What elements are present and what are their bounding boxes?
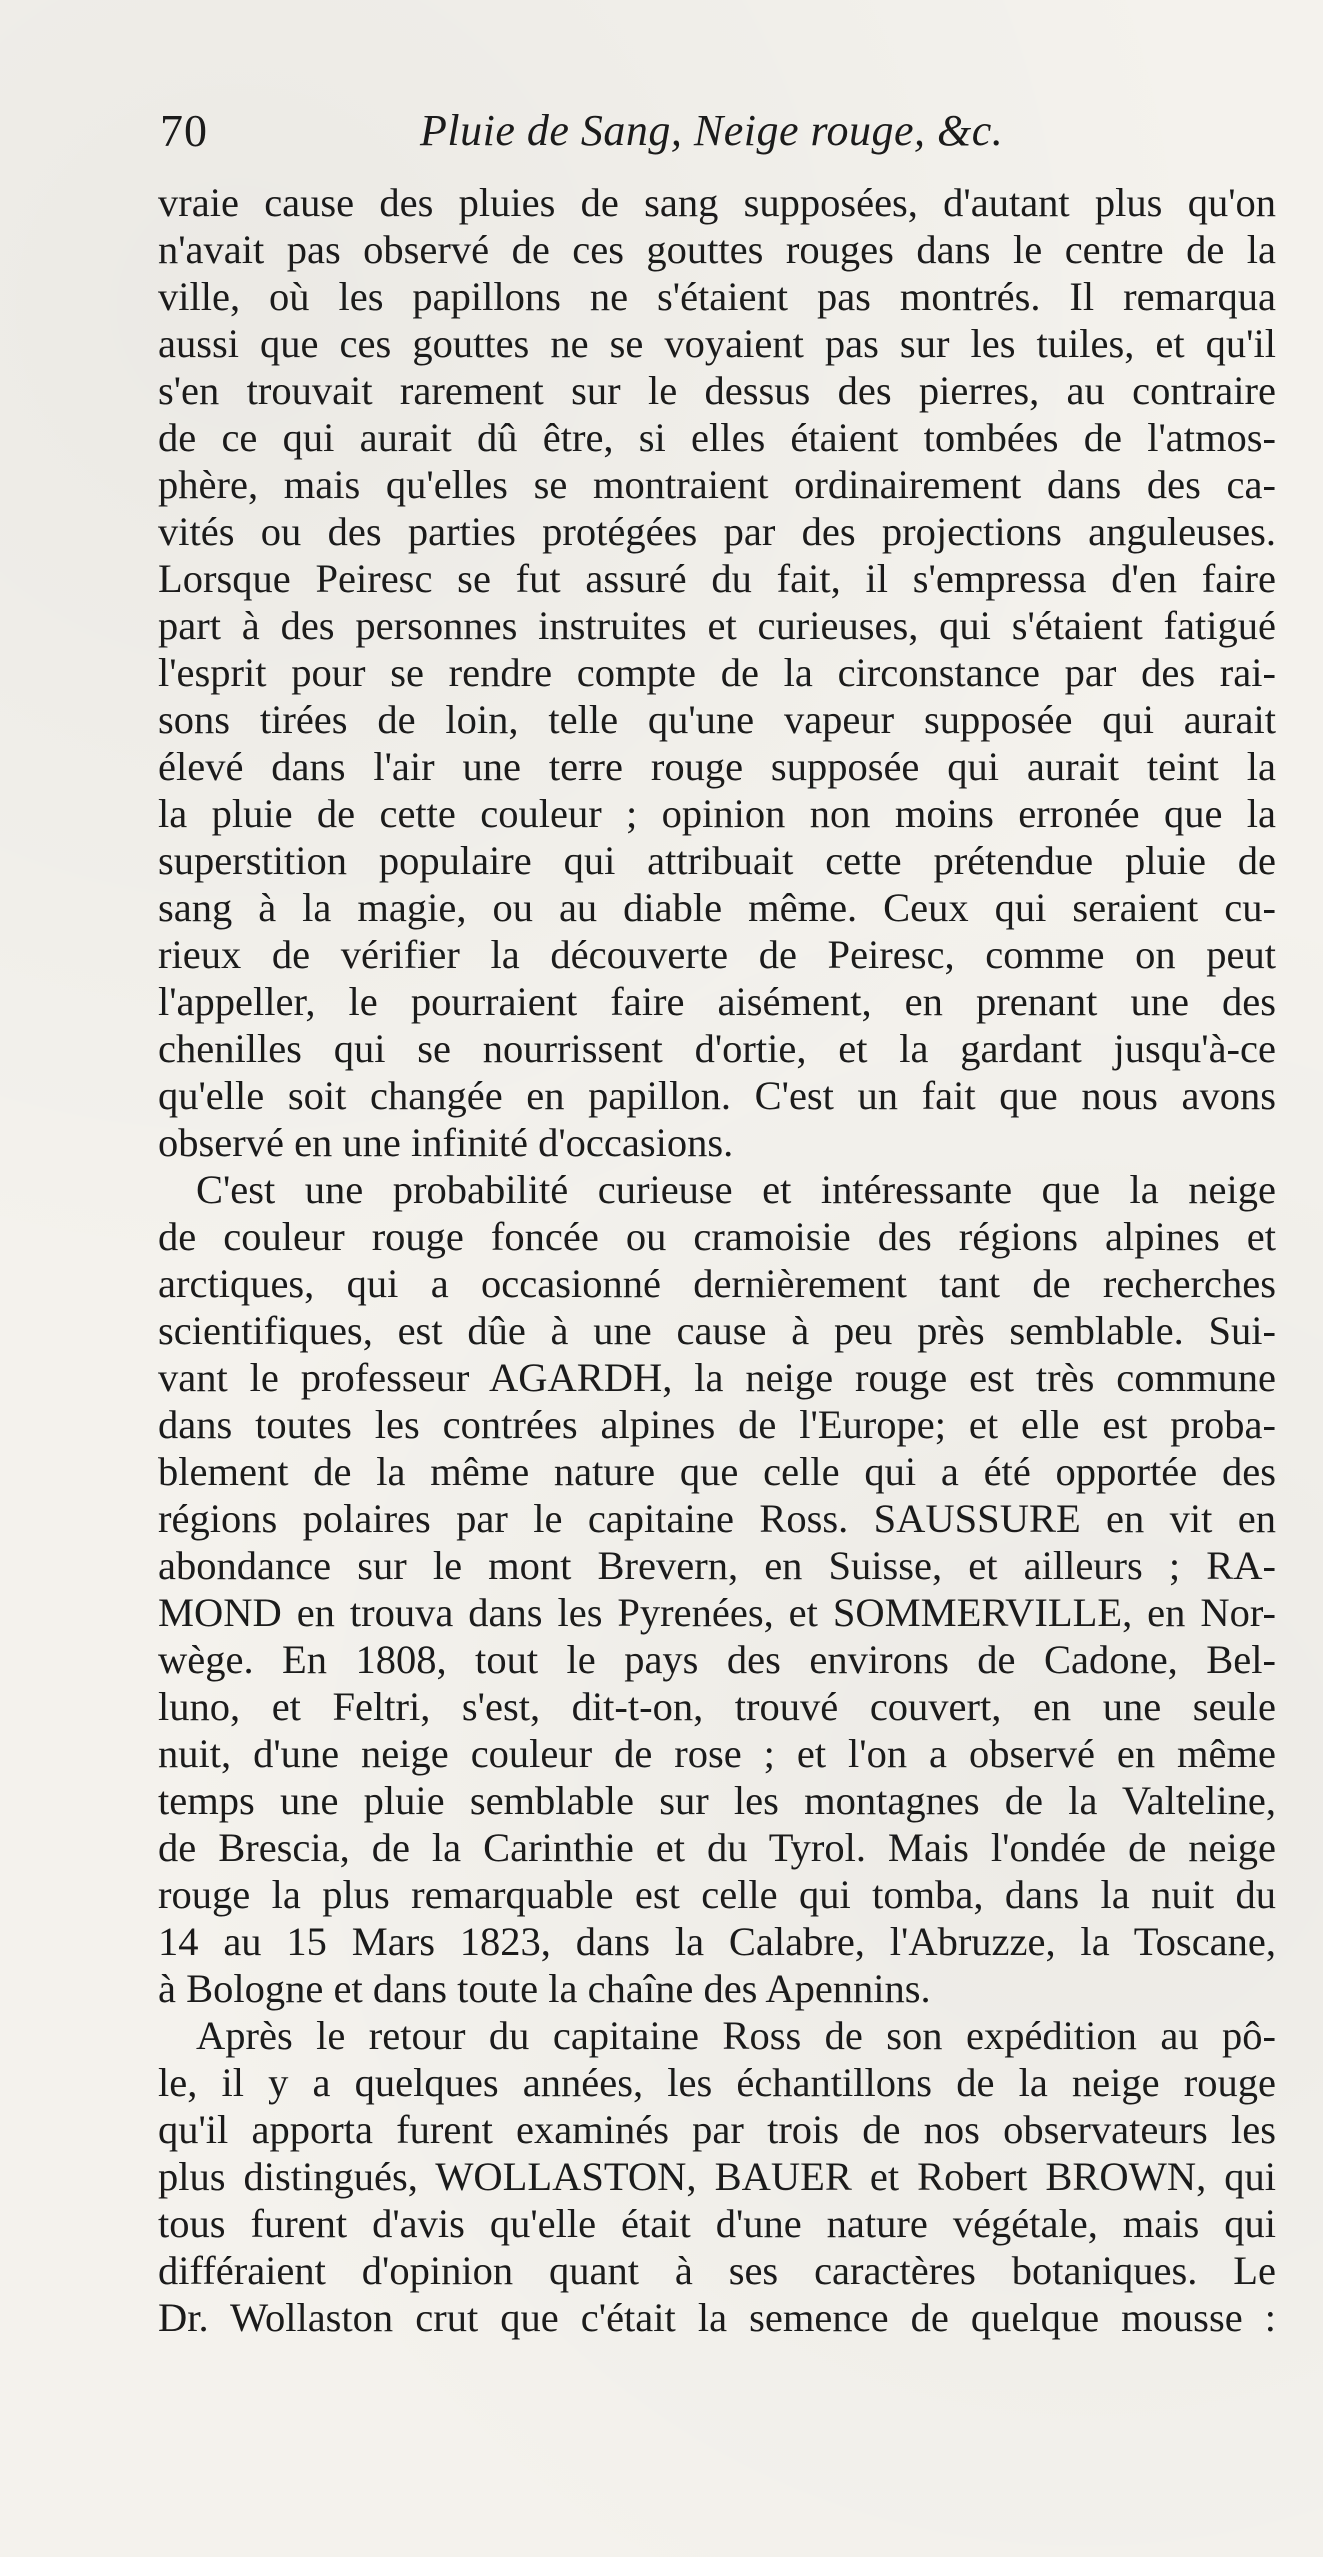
text-line: la pluie de cette couleur ; opinion non moins erronée que la (158, 791, 1276, 836)
text-line: abondance sur le mont Brevern, en Suisse, et ailleurs ; RA- (158, 1543, 1276, 1588)
text-line: n'avait pas observé de ces gouttes rouges dans le centre de la (158, 227, 1276, 272)
text-line: l'appeller, le pourraient faire aisément, en prenant une des (158, 979, 1276, 1024)
page-header (160, 96, 1280, 166)
text-line: temps une pluie semblable sur les montagnes de la Valteline, (158, 1778, 1276, 1823)
text-line: part à des personnes instruites et curieuses, qui s'étaient fatigué (158, 603, 1276, 648)
text-line: à Bologne et dans toute la chaîne des Apennins. (158, 1966, 931, 2011)
text-line: wège. En 1808, tout le pays des environs de Cadone, Bel- (158, 1637, 1276, 1682)
text-line: rouge la plus remarquable est celle qui tomba, dans la nuit du (158, 1872, 1276, 1917)
text-line: 14 au 15 Mars 1823, dans la Calabre, l'Abruzze, la Toscane, (158, 1919, 1276, 1964)
text-line: luno, et Feltri, s'est, dit-t-on, trouvé couvert, en une seule (158, 1684, 1276, 1729)
page-number: 70 (160, 105, 208, 156)
text-line: de Brescia, de la Carinthie et du Tyrol. Mais l'ondée de neige (158, 1825, 1276, 1870)
text-line: Lorsque Peiresc se fut assuré du fait, il s'empressa d'en faire (158, 556, 1276, 601)
text-line: le, il y a quelques années, les échantillons de la neige rouge (158, 2060, 1276, 2105)
text-line: nuit, d'une neige couleur de rose ; et l'on a observé en même (158, 1731, 1276, 1776)
text-line: arctiques, qui a occasionné dernièrement tant de recherches (158, 1261, 1276, 1306)
text-line: blement de la même nature que celle qui a été opportée des (158, 1449, 1276, 1494)
text-line: Dr. Wollaston crut que c'était la semence de quelque mousse : (158, 2295, 1276, 2340)
text-line: élevé dans l'air une terre rouge supposée qui aurait teint la (158, 744, 1276, 789)
text-line: plus distingués, WOLLASTON, BAUER et Robert BROWN, qui (158, 2154, 1276, 2199)
text-line: différaient d'opinion quant à ses caractères botaniques. Le (158, 2248, 1276, 2293)
text-line: C'est une probabilité curieuse et intéressante que la neige (196, 1167, 1276, 1212)
text-line: vant le professeur AGARDH, la neige rouge est très commune (158, 1355, 1276, 1400)
text-line: qu'il apporta furent examinés par trois de nos observateurs les (158, 2107, 1276, 2152)
text-line: ville, où les papillons ne s'étaient pas montrés. Il remarqua (158, 274, 1276, 319)
text-line: observé en une infinité d'occasions. (158, 1120, 734, 1165)
text-line: s'en trouvait rarement sur le dessus des pierres, au contraire (158, 368, 1276, 413)
text-line: chenilles qui se nourrissent d'ortie, et la gardant jusqu'à-ce (158, 1026, 1276, 1071)
text-line: vités ou des parties protégées par des projections anguleuses. (158, 509, 1276, 554)
text-line: sons tirées de loin, telle qu'une vapeur supposée qui aurait (158, 697, 1276, 742)
text-line: de ce qui aurait dû être, si elles étaient tombées de l'atmos- (158, 415, 1276, 460)
running-title: Pluie de Sang, Neige rouge, &c. (420, 106, 1004, 155)
text-line: qu'elle soit changée en papillon. C'est un fait que nous avons (158, 1073, 1276, 1118)
text-line: phère, mais qu'elles se montraient ordinairement dans des ca- (158, 462, 1276, 507)
text-line: sang à la magie, ou au diable même. Ceux qui seraient cu- (158, 885, 1276, 930)
text-line: rieux de vérifier la découverte de Peiresc, comme on peut (158, 932, 1276, 977)
text-line: aussi que ces gouttes ne se voyaient pas sur les tuiles, et qu'il (158, 321, 1276, 366)
body-text (158, 180, 1276, 2340)
text-line: dans toutes les contrées alpines de l'Europe; et elle est proba- (158, 1402, 1276, 1447)
text-line: régions polaires par le capitaine Ross. SAUSSURE en vit en (158, 1496, 1276, 1541)
text-line: tous furent d'avis qu'elle était d'une nature végétale, mais qui (158, 2201, 1276, 2246)
text-line: de couleur rouge foncée ou cramoisie des régions alpines et (158, 1214, 1276, 1259)
text-line: vraie cause des pluies de sang supposées, d'autant plus qu'on (158, 180, 1276, 225)
text-line: l'esprit pour se rendre compte de la circonstance par des rai- (158, 650, 1276, 695)
text-line: scientifiques, est dûe à une cause à peu près semblable. Sui- (158, 1308, 1276, 1353)
text-line: MOND en trouva dans les Pyrenées, et SOMMERVILLE, en Nor- (158, 1590, 1276, 1635)
text-line: Après le retour du capitaine Ross de son expédition au pô- (196, 2013, 1276, 2058)
text-line: superstition populaire qui attribuait cette prétendue pluie de (158, 838, 1276, 883)
